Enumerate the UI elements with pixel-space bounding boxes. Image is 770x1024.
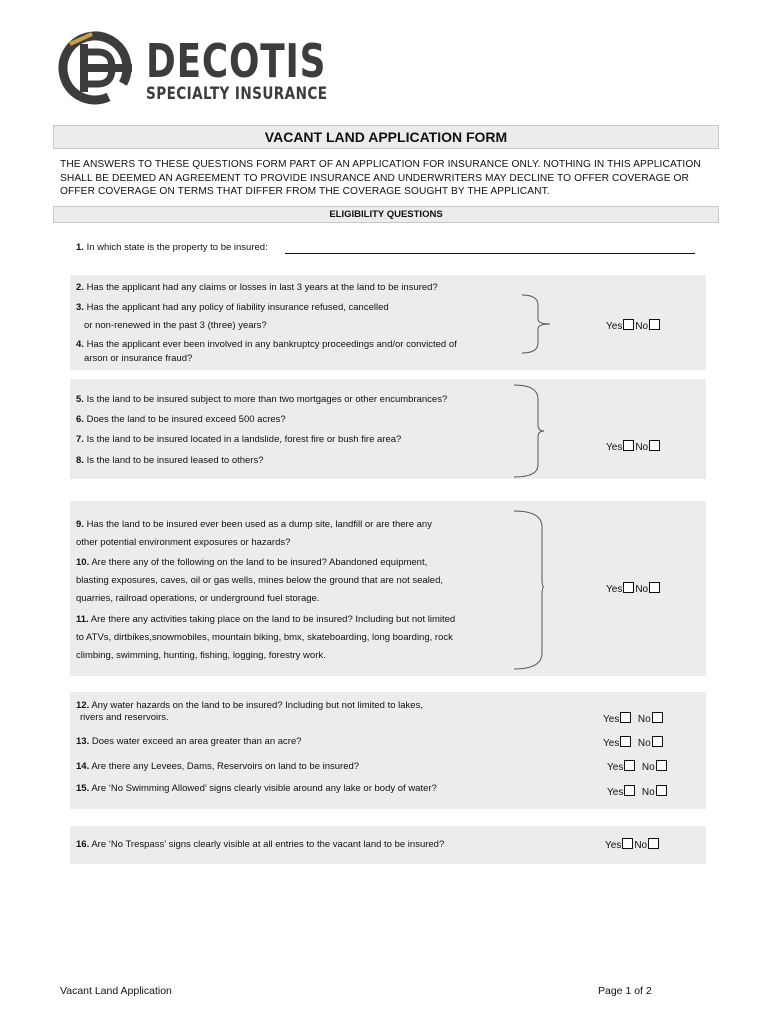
no-checkbox[interactable] <box>649 319 660 330</box>
question-12: 12. Any water hazards on the land to be insured? Including but not limited to lakes, <box>76 700 423 711</box>
question-4: 4. Has the applicant ever been involved in any bankruptcy proceedings and/or convicted of <box>76 339 457 350</box>
question-group-5 <box>70 826 706 864</box>
yes-no-q13: Yes No <box>603 736 664 750</box>
question-11-continued: climbing, swimming, hunting, fishing, logging, forestry work. <box>76 650 326 661</box>
yes-checkbox[interactable] <box>623 440 634 451</box>
yes-checkbox[interactable] <box>622 838 633 849</box>
no-checkbox[interactable] <box>648 838 659 849</box>
yes-checkbox[interactable] <box>623 582 634 593</box>
no-checkbox[interactable] <box>656 760 667 771</box>
yes-no-q16: Yes No <box>605 838 660 852</box>
disclaimer-line: SHALL BE DEEMED AN AGREEMENT TO PROVIDE INSURANCE AND UNDERWRITERS MAY DECLINE TO OFFER COVERAGE OR <box>60 172 690 184</box>
brace-icon <box>514 383 544 479</box>
brand-name: DECOTIS <box>146 34 327 88</box>
question-11-continued: to ATVs, dirtbikes,snowmobiles, mountain biking, bmx, skateboarding, long boarding, rock <box>76 632 453 643</box>
question-6: 6. Does the land to be insured exceed 500 acres? <box>76 414 286 425</box>
question-2: 2. Has the applicant had any claims or losses in last 3 years at the land to be insured? <box>76 282 438 293</box>
yes-checkbox[interactable] <box>623 319 634 330</box>
section-title: ELIGIBILITY QUESTIONS <box>53 206 719 223</box>
no-checkbox[interactable] <box>652 736 663 747</box>
question-group-1 <box>70 275 706 370</box>
footer-page-number: Page 1 of 2 <box>598 985 652 997</box>
yes-no-group-2: Yes No <box>606 440 661 454</box>
no-checkbox[interactable] <box>652 712 663 723</box>
form-title: VACANT LAND APPLICATION FORM <box>53 125 719 149</box>
yes-checkbox[interactable] <box>620 712 631 723</box>
question-8: 8. Is the land to be insured leased to others? <box>76 455 264 466</box>
no-checkbox[interactable] <box>649 440 660 451</box>
question-9-continued: other potential environment exposures or hazards? <box>76 537 291 548</box>
question-10-continued: quarries, railroad operations, or underground fuel storage. <box>76 593 320 604</box>
question-13: 13. Does water exceed an area greater than an acre? <box>76 736 302 747</box>
brace-icon <box>522 293 552 355</box>
question-9: 9. Has the land to be insured ever been used as a dump site, landfill or are there any <box>76 519 432 530</box>
yes-checkbox[interactable] <box>624 785 635 796</box>
yes-checkbox[interactable] <box>624 760 635 771</box>
yes-no-group-1: Yes No <box>606 319 661 333</box>
question-12-continued: rivers and reservoirs. <box>80 712 169 723</box>
question-5: 5. Is the land to be insured subject to more than two mortgages or other encumbrances? <box>76 394 448 405</box>
question-group-3 <box>70 501 706 676</box>
question-group-2 <box>70 379 706 479</box>
yes-no-q12: Yes No <box>603 712 664 726</box>
footer-document-name: Vacant Land Application <box>60 985 172 997</box>
question-number: 1. <box>76 242 84 253</box>
question-group-4 <box>70 692 706 809</box>
question-text: In which state is the property to be insured: <box>83 242 268 253</box>
disclaimer-line: OFFER COVERAGE ON TERMS THAT DIFFER FROM THE COVERAGE SOUGHT BY THE APPLICANT. <box>60 186 550 197</box>
disclaimer-line: THE ANSWERS TO THESE QUESTIONS FORM PART OF AN APPLICATION FOR INSURANCE ONLY. NOTHING IN THIS APPLICATION <box>60 159 701 170</box>
question-10: 10. Are there any of the following on the land to be insured? Abandoned equipment, <box>76 557 428 568</box>
yes-no-q14: Yes No <box>607 760 668 774</box>
question-4-continued: arson or insurance fraud? <box>84 353 193 364</box>
question-3: 3. Has the applicant had any policy of liability insurance refused, cancelled <box>76 302 389 313</box>
state-input-line[interactable] <box>285 253 695 254</box>
brace-icon <box>514 509 544 671</box>
question-3-continued: or non-renewed in the past 3 (three) years? <box>84 320 267 331</box>
decotis-d-logo-icon <box>58 30 138 110</box>
question-16: 16. Are ‘No Trespass’ signs clearly visible at all entries to the vacant land to be insured? <box>76 839 445 850</box>
yes-no-group-3: Yes No <box>606 582 661 596</box>
question-14: 14. Are there any Levees, Dams, Reservoirs on land to be insured? <box>76 761 360 772</box>
no-checkbox[interactable] <box>649 582 660 593</box>
yes-checkbox[interactable] <box>620 736 631 747</box>
yes-no-q15: Yes No <box>607 785 668 799</box>
no-checkbox[interactable] <box>656 785 667 796</box>
question-10-continued: blasting exposures, caves, oil or gas wells, mines below the ground that are not sealed, <box>76 575 444 586</box>
question-1 <box>76 242 268 253</box>
question-15: 15. Are ‘No Swimming Allowed’ signs clearly visible around any lake or body of water? <box>76 783 437 794</box>
question-7: 7. Is the land to be insured located in a landslide, forest fire or bush fire area? <box>76 434 402 445</box>
brand-subtitle: SPECIALTY INSURANCE <box>146 84 328 104</box>
disclaimer <box>60 158 710 199</box>
question-11: 11. Are there any activities taking place on the land to be insured? Including but not limited <box>76 614 456 625</box>
